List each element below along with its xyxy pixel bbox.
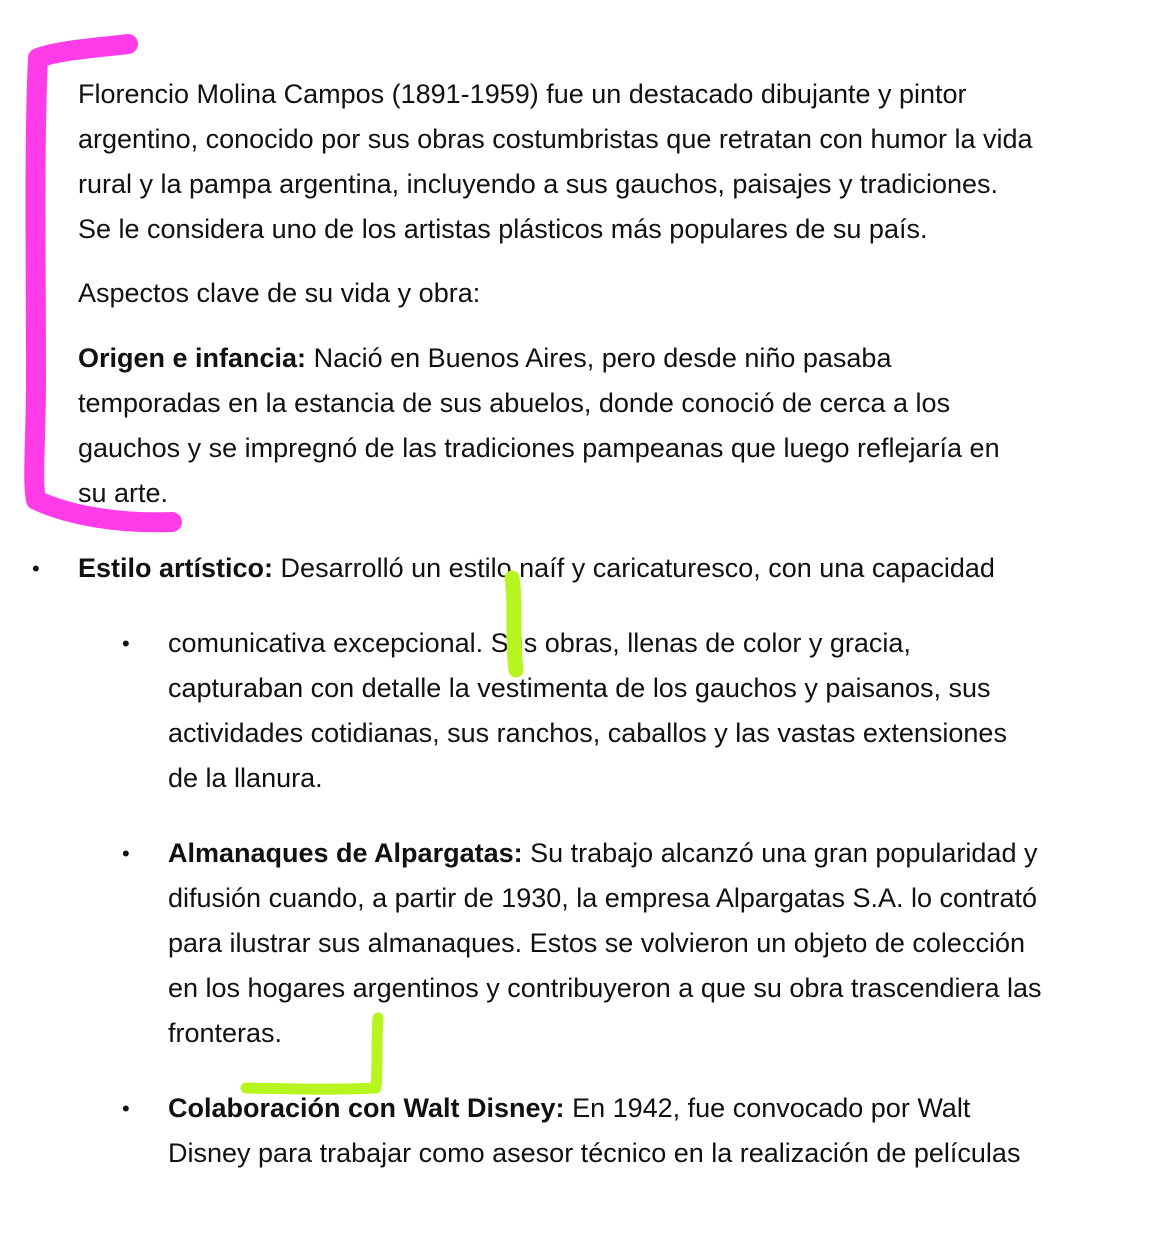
sub-item-1-line-4: de la llanura. xyxy=(168,763,323,793)
intro-line-1: Florencio Molina Campos (1891-1959) fue un destacado dibujante y pintor xyxy=(78,79,967,109)
origin-line-3: gauchos y se impregnó de las tradiciones pampeanas que luego reflejaría en xyxy=(78,433,1000,463)
sub-item-2-bullet: • xyxy=(122,841,130,866)
style-bullet: • xyxy=(32,556,40,581)
sub-item-2-line-4: en los hogares argentinos y contribuyeron a que su obra trascendiera las xyxy=(168,973,1042,1003)
sub-item-2-line-2: difusión cuando, a partir de 1930, la empresa Alpargatas S.A. lo contrató xyxy=(168,883,1038,913)
sub-item-3-line-2: Disney para trabajar como asesor técnico en la realización de películas xyxy=(168,1138,1021,1168)
sub-item-3-text-1: En 1942, fue convocado por Walt xyxy=(564,1093,971,1123)
sub-item-2-text-1: Su trabajo alcanzó una gran popularidad y xyxy=(522,838,1038,868)
sub-item-3-bullet: • xyxy=(122,1096,130,1121)
origin-label: Origen e infancia: xyxy=(78,343,307,373)
intro-line-2: argentino, conocido por sus obras costumbristas que retratan con humor la vida xyxy=(78,124,1033,154)
sub-item-2-line-5: fronteras. xyxy=(168,1018,283,1048)
origin-line-4: su arte. xyxy=(78,478,169,508)
sub-item-2-label: Almanaques de Alpargatas: xyxy=(168,838,523,868)
origin-text-1: Nació en Buenos Aires, pero desde niño pasaba xyxy=(306,343,892,373)
origin-line-1 xyxy=(78,336,891,381)
intro-line-3: rural y la pampa argentina, incluyendo a sus gauchos, paisajes y tradiciones. xyxy=(78,169,999,199)
intro-line-4: Se le considera uno de los artistas plásticos más populares de su país. xyxy=(78,214,928,244)
sub-item-3-line-1 xyxy=(168,1086,970,1131)
aspects-heading: Aspectos clave de su vida y obra: xyxy=(78,278,481,308)
sub-item-2-line-3: para ilustrar sus almanaques. Estos se volvieron un objeto de colección xyxy=(168,928,1025,958)
sub-item-1-line-1: comunicativa excepcional. Sus obras, llenas de color y gracia, xyxy=(168,628,911,658)
origin-line-2: temporadas en la estancia de sus abuelos, donde conoció de cerca a los xyxy=(78,388,951,418)
style-text: Desarrolló un estilo naíf y caricaturesco, con una capacidad xyxy=(273,553,995,583)
style-line xyxy=(78,546,995,591)
sub-item-2-line-1 xyxy=(168,831,1037,876)
sub-item-1-bullet: • xyxy=(122,631,130,656)
sub-item-3-label: Colaboración con Walt Disney: xyxy=(168,1093,565,1123)
sub-item-1-line-2: capturaban con detalle la vestimenta de los gauchos y paisanos, sus xyxy=(168,673,991,703)
sub-item-1-line-3: actividades cotidianas, sus ranchos, caballos y las vastas extensiones xyxy=(168,718,1007,748)
style-label: Estilo artístico: xyxy=(78,553,274,583)
